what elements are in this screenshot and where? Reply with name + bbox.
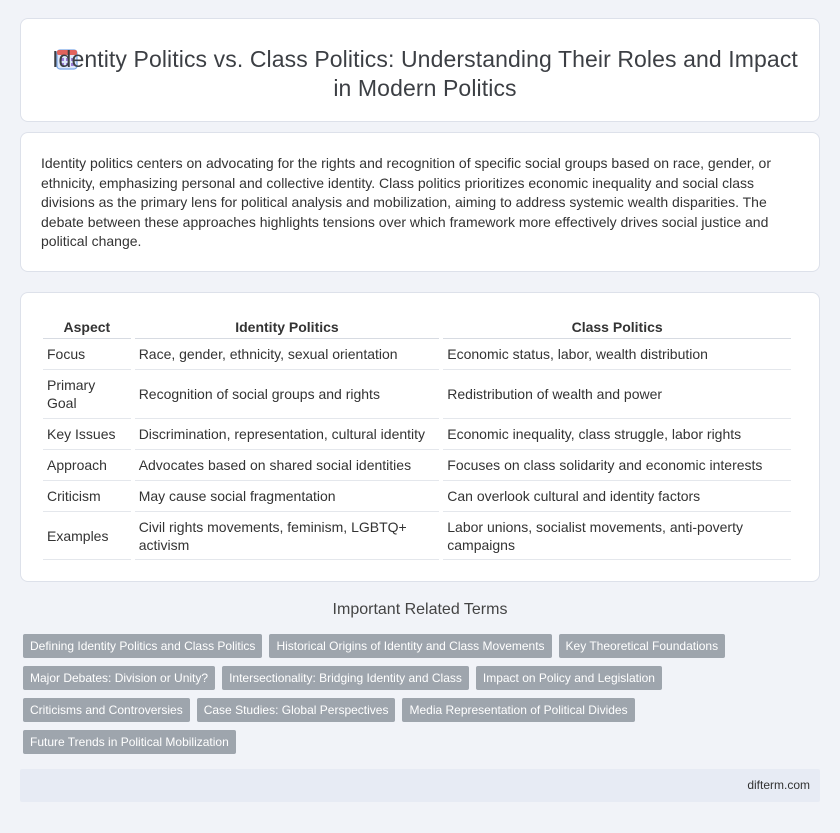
aspect-cell: Criticism (43, 481, 131, 512)
related-term-tag[interactable]: Key Theoretical Foundations (559, 634, 726, 658)
table-row (43, 481, 791, 512)
class-cell: Can overlook cultural and identity factors (443, 481, 791, 512)
header-class-politics: Class Politics (443, 315, 791, 339)
class-cell: Labor unions, socialist movements, anti-poverty campaigns (443, 512, 791, 560)
related-term-tag[interactable]: Major Debates: Division or Unity? (23, 666, 215, 690)
tag-row (23, 634, 813, 658)
aspect-cell: Key Issues (43, 419, 131, 450)
intro-text: Identity politics centers on advocating for the rights and recognition of specific social groups based on race, gender, or ethnicity, emphasizing personal and collective identity. Class politics prioritizes economic inequality and social class divisions as the primary lens for political analysis and mobilization, aiming to address systemic wealth disparities. The debate between these approaches highlights tensions over which framework more effectively drives social justice and political change. (41, 155, 771, 249)
related-terms-list (23, 634, 813, 762)
identity-cell: May cause social fragmentation (135, 481, 440, 512)
aspect-cell: Primary Goal (43, 370, 131, 419)
header-identity-politics: Identity Politics (135, 315, 440, 339)
header-card (20, 18, 820, 122)
identity-cell: Advocates based on shared social identities (135, 450, 440, 481)
aspect-cell: Examples (43, 512, 131, 560)
identity-cell: Discrimination, representation, cultural identity (135, 419, 440, 450)
title-wrap (51, 45, 799, 103)
related-term-tag[interactable]: Future Trends in Political Mobilization (23, 730, 236, 754)
table-row (43, 419, 791, 450)
related-term-tag[interactable]: Impact on Policy and Legislation (476, 666, 662, 690)
table-row (43, 370, 791, 419)
identity-cell: Race, gender, ethnicity, sexual orientation (135, 339, 440, 370)
footer-site-link[interactable]: difterm.com (747, 778, 810, 792)
related-term-tag[interactable]: Case Studies: Global Perspectives (197, 698, 396, 722)
comparison-card (20, 292, 820, 582)
class-cell: Economic status, labor, wealth distribution (443, 339, 791, 370)
related-term-tag[interactable]: Defining Identity Politics and Class Politics (23, 634, 262, 658)
related-term-tag[interactable]: Criticisms and Controversies (23, 698, 190, 722)
page-title: Identity Politics vs. Class Politics: Understanding Their Roles and Impact in Modern Politics (52, 46, 798, 101)
identity-cell: Recognition of social groups and rights (135, 370, 440, 419)
aspect-cell: Focus (43, 339, 131, 370)
class-cell: Economic inequality, class struggle, labor rights (443, 419, 791, 450)
tag-row (23, 698, 813, 722)
table-header-row (43, 315, 791, 339)
tag-row (23, 666, 813, 690)
tag-row (23, 730, 813, 754)
intro-card (20, 132, 820, 272)
related-terms-heading: Important Related Terms (332, 601, 508, 618)
footer (20, 769, 820, 802)
table-row (43, 339, 791, 370)
table-row (43, 512, 791, 560)
related-term-tag[interactable]: Intersectionality: Bridging Identity and Class (222, 666, 469, 690)
aspect-cell: Approach (43, 450, 131, 481)
class-cell: Redistribution of wealth and power (443, 370, 791, 419)
identity-cell: Civil rights movements, feminism, LGBTQ+ activism (135, 512, 440, 560)
related-term-tag[interactable]: Media Representation of Political Divides (402, 698, 634, 722)
comparison-table (39, 315, 795, 560)
class-cell: Focuses on class solidarity and economic interests (443, 450, 791, 481)
related-term-tag[interactable]: Historical Origins of Identity and Class Movements (269, 634, 551, 658)
table-row (43, 450, 791, 481)
header-aspect: Aspect (43, 315, 131, 339)
